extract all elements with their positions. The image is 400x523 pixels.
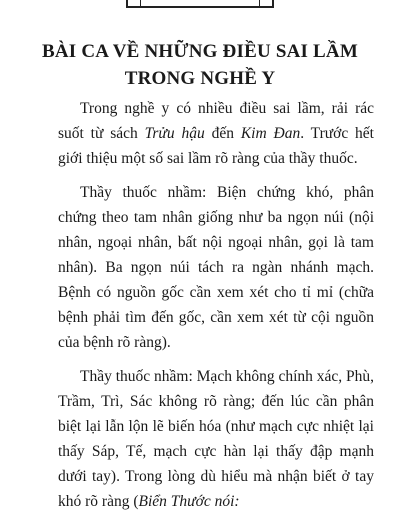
p1-text-e: . Trước hết giới thiệu một số sai lầm rõ ràng của thầy thuốc. (58, 125, 374, 167)
paragraph-2: Thầy thuốc nhầm: Biện chứng khó, phân chứng theo tam nhân giống như ba ngọn núi (nội nhân, ngoại nhân, bất nội ngoại nhân, gọi là tam nhân). Ba ngọn núi tách ra ngàn nhánh mạch. Bệnh có nguồn gốc cần xem xét cho tỉ mỉ (chữa bệnh phải tìm đến gốc, cần xem xét từ cội nguồn của bệnh rõ ràng). (58, 184, 374, 351)
p3-citation: Biển Thước nói: (138, 493, 240, 510)
paragraph-3 (58, 364, 374, 514)
chapter-title (20, 38, 380, 92)
title-line-2: TRONG NGHỀ Y (124, 68, 276, 89)
book-title-truu-hau: Trửu hậu (144, 125, 205, 142)
p3-text-a: Thầy thuốc nhầm: Mạch không chính xác, Phù, Trầm, Trì, Sác không rõ ràng; đến lúc cần phân biệt lại lẫn lộn lẽ biến hóa (như mạch cực nhiệt lại thấy Sáp, Tế, mạch cực hàn lại thấy đập mạnh dưới tay). Trong lòng dù hiểu mà nhận biết ở tay khó rõ ràng ( (58, 368, 375, 510)
book-title-kim-dan: Kim Đan (240, 125, 301, 142)
title-line-1: BÀI CA VỀ NHỮNG ĐIỀU SAI LẦM (42, 41, 358, 62)
p1-text-c: đến (204, 125, 241, 142)
p1-text-a: Trong nghề y có nhiều điều sai lầm, rải rác suốt từ sách (58, 100, 374, 142)
body-text (58, 96, 374, 523)
paragraph-1 (58, 96, 374, 171)
top-ornament (126, 0, 274, 8)
